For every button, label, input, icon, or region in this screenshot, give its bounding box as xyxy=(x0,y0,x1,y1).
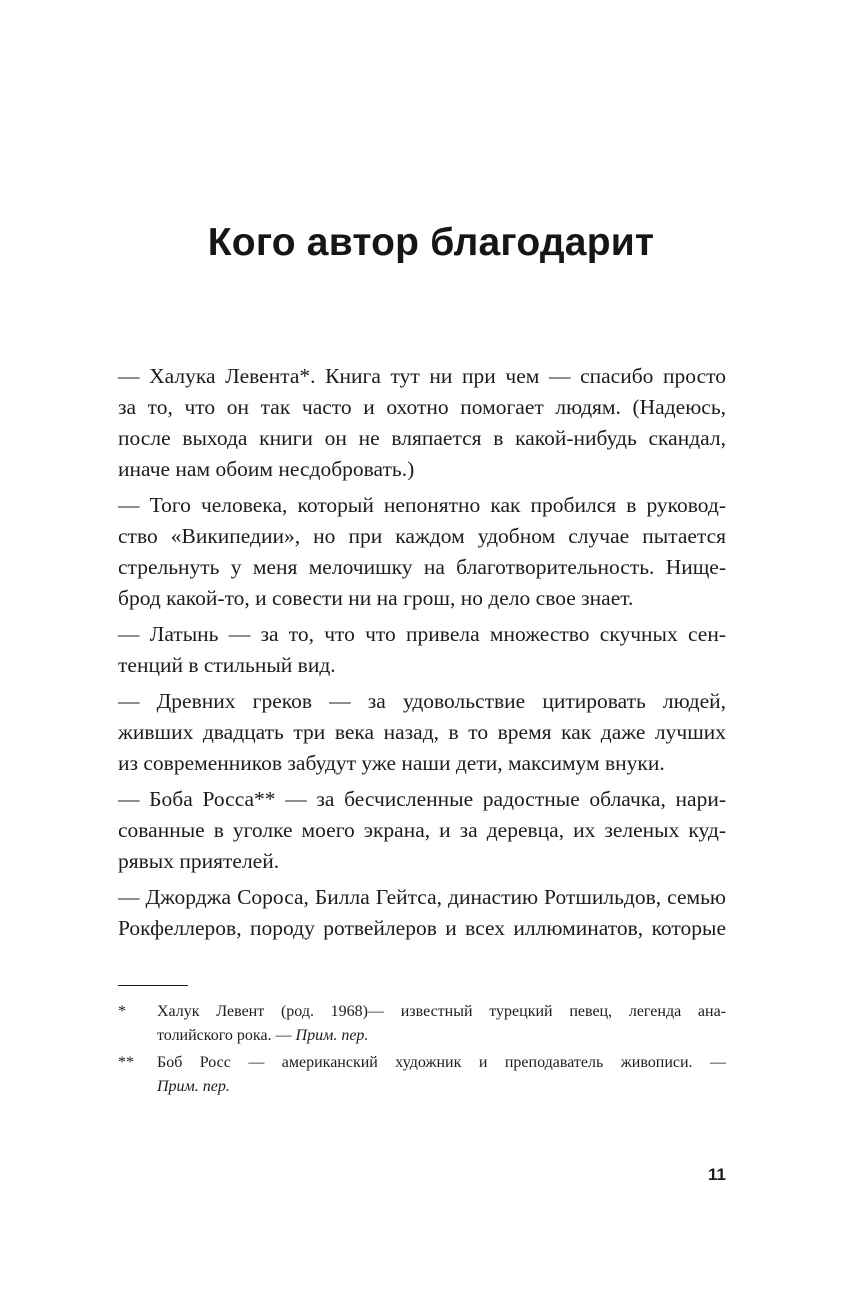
footnote xyxy=(118,1000,726,1048)
text-line: после выхода книги он не вляпается в какой-нибудь скандал, xyxy=(118,426,726,450)
footnote-line xyxy=(157,1024,726,1048)
footnotes xyxy=(118,1000,726,1102)
text-line: живших двадцать три века назад, в то время как даже лучших xyxy=(118,720,726,744)
text-line: из современников забудут уже наши дети, максимум внуки. xyxy=(118,751,665,775)
text-line: — Древних греков — за удовольствие цитировать людей, xyxy=(118,689,726,713)
text-line: тенций в стильный вид. xyxy=(118,653,336,677)
text-line: — Джорджа Сороса, Билла Гейтса, династию Ротшильдов, семью xyxy=(118,885,726,909)
paragraph xyxy=(118,619,726,681)
text-line: — Халука Левента*. Книга тут ни при чем — спасибо просто xyxy=(118,364,726,388)
footnote-line: Боб Росс — американский художник и преподаватель живописи. — xyxy=(157,1054,726,1071)
text-line: Рокфеллеров, породу ротвейлеров и всех иллюминатов, которые xyxy=(118,916,726,940)
footnote-line xyxy=(157,1075,726,1099)
footnote-marker: ** xyxy=(118,1054,134,1071)
paragraph xyxy=(118,686,726,779)
footnote xyxy=(118,1051,726,1099)
footnote-line: Халук Левент (род. 1968)— известный турецкий певец, легенда ана- xyxy=(157,1003,726,1020)
footnote-marker: * xyxy=(118,1003,126,1020)
footnote-line-text: толийского рока. — xyxy=(157,1027,296,1044)
text-line: ство «Википедии», но при каждом удобном случае пытается xyxy=(118,524,726,548)
text-line: — Боба Росса** — за бесчисленные радостные облачка, нари- xyxy=(118,787,726,811)
footnote-divider xyxy=(118,985,188,986)
footnote-text xyxy=(157,1051,726,1099)
text-line: сованные в уголке моего экрана, и за деревца, их зеленых куд- xyxy=(118,818,726,842)
paragraph xyxy=(118,361,726,485)
footnote-text xyxy=(157,1000,726,1048)
text-line: брод какой-то, и совести ни на грош, но дело свое знает. xyxy=(118,586,634,610)
text-line: стрельнуть у меня мелочишку на благотворительность. Нище- xyxy=(118,555,726,579)
paragraph xyxy=(118,784,726,877)
text-line: за то, что он так часто и охотно помогает людям. (Надеюсь, xyxy=(118,395,726,419)
text-line: — Того человека, который непонятно как пробился в руковод- xyxy=(118,493,726,517)
text-line: рявых приятелей. xyxy=(118,849,280,873)
translator-note: Прим. пер. xyxy=(295,1027,369,1044)
page-number: 11 xyxy=(708,1165,726,1184)
body-text xyxy=(118,361,726,949)
page-title: Кого автор благодарит xyxy=(207,221,655,264)
paragraph xyxy=(118,882,726,944)
text-line: — Латынь — за то, что что привела множество скучных сен- xyxy=(118,622,726,646)
translator-note: Прим. пер. xyxy=(157,1078,230,1095)
text-line: иначе нам обоим несдобровать.) xyxy=(118,457,415,481)
paragraph xyxy=(118,490,726,614)
